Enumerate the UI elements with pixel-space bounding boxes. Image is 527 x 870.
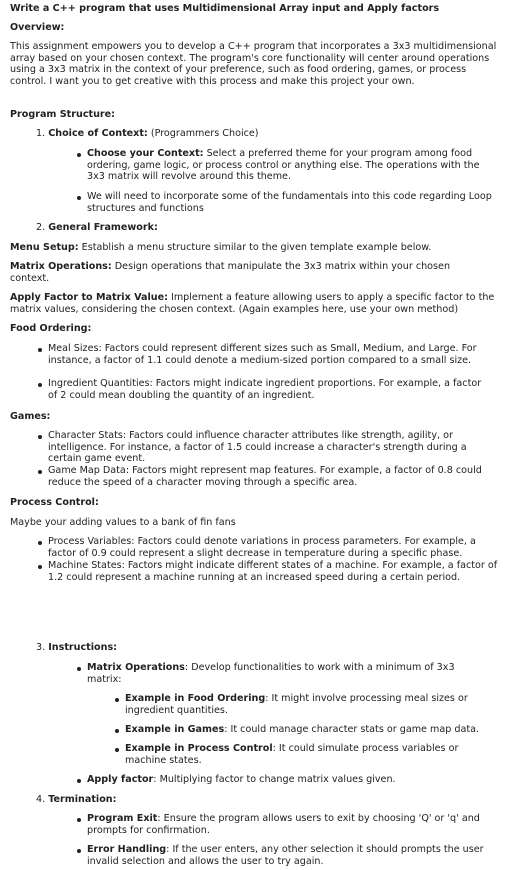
apply-factor-paragraph [10, 292, 505, 315]
example-process-control [125, 743, 485, 766]
bullet-icon [38, 435, 42, 439]
example-games-label: Example in Games [125, 724, 225, 735]
matrix-operations-text: Design operations that manipulate the 3x3 matrix within your chosen context. [10, 261, 451, 284]
matrix-operations-label: Matrix Operations: [10, 261, 112, 272]
example-games-text: : It could manage character stats or game map data. [224, 724, 480, 735]
bullet-icon [38, 565, 42, 569]
general-framework-item [36, 222, 158, 234]
bullet-icon [38, 470, 42, 474]
error-handling-bullet [87, 844, 512, 867]
program-structure-heading: Program Structure: [10, 109, 115, 120]
apply-factor-bullet-label: Apply factor [87, 774, 154, 785]
choice-of-context-item [36, 128, 259, 140]
overview-text: This assignment empowers you to develop a C++ program that incorporates a 3x3 multidimensional array based on your chosen context. The program's core functionality will center around operations using a 3x3 matrix in the context of your preference, such as food ordering, games, or process control. I want you to get creative with this process and make this project your own. [10, 41, 497, 88]
choice-of-context-note: (Programmers Choice) [147, 128, 259, 139]
menu-setup-label: Menu Setup: [10, 242, 79, 253]
menu-setup-paragraph [10, 242, 510, 254]
general-framework-label: General Framework: [48, 222, 158, 233]
apply-factor-label: Apply Factor to Matrix Value: [10, 292, 168, 303]
item-number: 3. [36, 642, 46, 653]
example-food-ordering-label: Example in Food Ordering [125, 693, 266, 704]
item-number: 2. [36, 222, 46, 233]
instructions-matrix-ops-text: : Develop functionalities to work with a minimum of 3x3 matrix: [87, 662, 455, 685]
apply-factor-bullet [87, 774, 507, 786]
choose-context-label: Choose your Context: [87, 148, 204, 159]
choose-context-text: Select a preferred theme for your program among food ordering, game logic, or process control or anything else. The operations with the 3x3 matrix will revolve around this theme. [87, 148, 480, 183]
food-ordering-heading: Food Ordering: [10, 323, 92, 334]
program-exit-label: Program Exit [87, 813, 158, 824]
bullet-icon [38, 383, 42, 387]
bullet-icon [77, 667, 81, 671]
program-exit-bullet [87, 813, 507, 836]
bullet-icon [115, 698, 119, 702]
matrix-operations-paragraph [10, 261, 480, 284]
ingredient-quantities-bullet: Ingredient Quantities: Factors might indicate ingredient proportions. For example, a factor of 2 could mean doubling the quantity of an ingredient. [48, 378, 482, 401]
process-variables-bullet: Process Variables: Factors could denote variations in process parameters. For example, a factor of 0.9 could represent a slight decrease in temperature during a specific phase. [48, 536, 476, 559]
bullet-icon [115, 729, 119, 733]
bullet-icon [115, 748, 119, 752]
bullet-icon [77, 196, 81, 200]
fundamentals-bullet: We will need to incorporate some of the fundamentals into this code regarding Loop structures and functions [87, 191, 492, 214]
example-process-control-label: Example in Process Control [125, 743, 273, 754]
example-process-control-text: : It could simulate process variables or machine states. [125, 743, 459, 766]
apply-factor-text: Implement a feature allowing users to apply a specific factor to the matrix values, considering the chosen context. (Again examples here, use your own method) [10, 292, 495, 315]
example-food-ordering [125, 693, 495, 716]
games-heading: Games: [10, 411, 51, 422]
instructions-label: Instructions: [48, 642, 118, 653]
example-food-ordering-text: : It might involve processing meal sizes or ingredient quantities. [125, 693, 468, 716]
game-map-data-bullet: Game Map Data: Factors might represent map features. For example, a factor of 0.8 could reduce the speed of a character moving through a specific area. [48, 465, 482, 488]
bullet-icon [77, 849, 81, 853]
menu-setup-text: Establish a menu structure similar to the given template example below. [78, 242, 432, 253]
example-games [125, 724, 505, 736]
choice-of-context-label: Choice of Context: [48, 128, 148, 139]
item-number: 4. [36, 794, 46, 805]
bullet-icon [77, 153, 81, 157]
error-handling-text: : If the user enters, any other selection it should prompts the user invalid selection and allows the user to try again. [87, 844, 484, 867]
instructions-item [36, 642, 117, 654]
instructions-matrix-ops-label: Matrix Operations [87, 662, 185, 673]
bullet-icon [77, 779, 81, 783]
character-stats-bullet: Character Stats: Factors could influence character attributes like strength, agility, or intelligence. For instance, a factor of 1.5 could increase a character's strength during a certain game event. [48, 430, 467, 465]
termination-label: Termination: [48, 794, 117, 805]
document-title: Write a C++ program that uses Multidimensional Array input and Apply factors [10, 3, 440, 14]
choose-context-bullet [87, 148, 495, 183]
overview-heading: Overview: [10, 22, 65, 33]
program-exit-text: : Ensure the program allows users to exit by choosing 'Q' or 'q' and prompts for confirmation. [87, 813, 480, 836]
bullet-icon [77, 818, 81, 822]
meal-sizes-bullet: Meal Sizes: Factors could represent different sizes such as Small, Medium, and Large. For instance, a factor of 1.1 could denote a medium-sized portion compared to a small size. [48, 343, 477, 366]
item-number: 1. [36, 128, 46, 139]
instructions-matrix-ops-bullet [87, 662, 487, 685]
termination-item [36, 794, 116, 806]
machine-states-bullet: Machine States: Factors might indicate different states of a machine. For example, a factor of 1.2 could represent a machine running at an increased speed during a certain period. [48, 560, 498, 583]
process-control-heading: Process Control: [10, 497, 99, 508]
apply-factor-bullet-text: : Multiplying factor to change matrix values given. [153, 774, 396, 785]
bullet-icon [38, 348, 42, 352]
process-control-intro: Maybe your adding values to a bank of fin fans [10, 517, 236, 528]
bullet-icon [38, 541, 42, 545]
error-handling-label: Error Handling [87, 844, 167, 855]
